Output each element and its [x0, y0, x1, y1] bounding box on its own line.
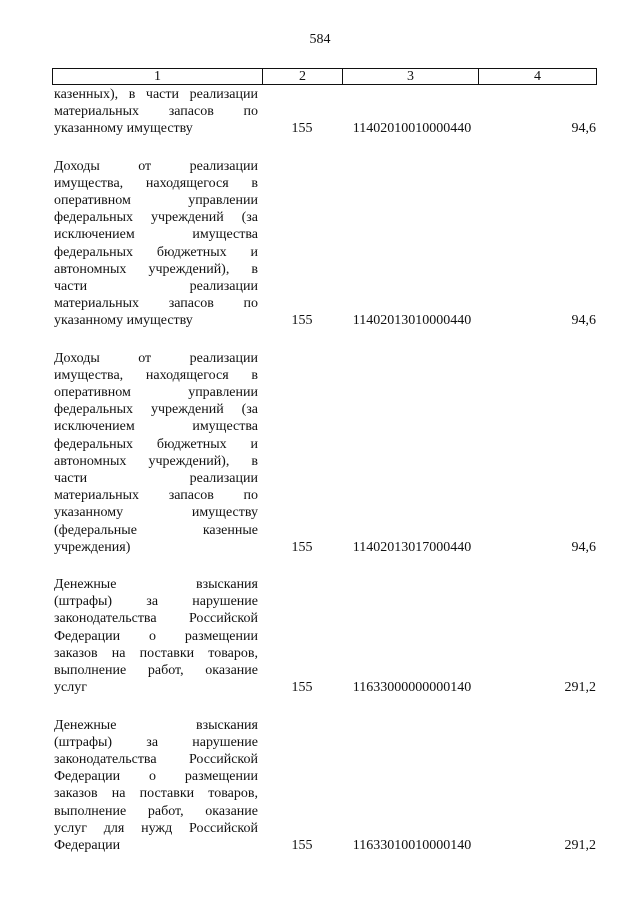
- revenue-name-line: материальных запасов по: [54, 488, 258, 504]
- revenue-name-cell: [54, 576, 260, 696]
- page-number: 584: [309, 32, 331, 47]
- revenue-name-line: Денежные взыскания: [54, 577, 258, 593]
- revenue-name-line: материальных запасов по: [54, 296, 258, 312]
- revenue-name-line: услуг для нужд Российской: [54, 820, 258, 836]
- revenue-name-line: указанному имуществу: [54, 505, 258, 521]
- revenue-name-line: оперативном управлении: [54, 193, 258, 209]
- table-row: [54, 158, 596, 330]
- revenue-code-cell: 11402013010000440: [352, 313, 472, 329]
- table-row: [54, 717, 596, 855]
- table-row: [54, 86, 596, 138]
- revenue-name-line: (штрафы) за нарушение: [54, 594, 258, 610]
- revenue-name-line: имущества, находящегося в: [54, 175, 258, 191]
- revenue-name-cell: [54, 86, 260, 138]
- table-row: [54, 576, 596, 696]
- revenue-name-line: (штрафы) за нарушение: [54, 734, 258, 750]
- row-spacer: [54, 697, 596, 717]
- revenue-name-line: заказов на поставки товаров,: [54, 786, 258, 802]
- revenue-name-line: федеральных бюджетных и: [54, 244, 258, 260]
- amount-cell: 94,6: [571, 313, 596, 329]
- column-header-4: 4: [479, 69, 597, 85]
- revenue-name-line: учреждения): [54, 539, 131, 555]
- revenue-name-line: указанному имуществу: [54, 121, 193, 137]
- admin-code-cell: 155: [291, 539, 313, 555]
- amount-cell: 94,6: [571, 121, 596, 137]
- revenue-name-line: Доходы от реализации: [54, 158, 258, 174]
- revenue-name-line: законодательства Российской: [54, 611, 258, 627]
- revenue-name-line: части реализации: [54, 279, 258, 295]
- revenue-name-line: части реализации: [54, 471, 258, 487]
- revenue-name-line: выполнение работ, оказание: [54, 663, 258, 679]
- row-spacer: [54, 330, 596, 350]
- revenue-name-line: законодательства Российской: [54, 751, 258, 767]
- column-header-2: 2: [263, 69, 343, 85]
- revenue-name-line: федеральных учреждений (за: [54, 402, 258, 418]
- row-spacer: [54, 556, 596, 576]
- revenue-name-line: исключением имущества: [54, 419, 258, 435]
- revenue-name-cell: [54, 158, 260, 330]
- column-header-3: 3: [343, 69, 479, 85]
- admin-code-cell: 155: [291, 837, 313, 853]
- revenue-name-line: исключением имущества: [54, 227, 258, 243]
- column-header-row: [52, 68, 597, 85]
- revenue-name-line: автономных учреждений), в: [54, 453, 258, 469]
- revenue-name-cell: [54, 717, 260, 855]
- revenue-name-line: имущества, находящегося в: [54, 367, 258, 383]
- revenue-name-line: оперативном управлении: [54, 385, 258, 401]
- revenue-name-line: заказов на поставки товаров,: [54, 645, 258, 661]
- revenue-name-line: Федерации: [54, 837, 121, 853]
- admin-code-cell: 155: [291, 121, 313, 137]
- column-header-1: 1: [53, 69, 263, 85]
- revenue-name-line: федеральных бюджетных и: [54, 436, 258, 452]
- revenue-table: [54, 86, 596, 854]
- revenue-name-line: Доходы от реализации: [54, 350, 258, 366]
- revenue-name-line: Денежные взыскания: [54, 717, 258, 733]
- revenue-code-cell: 11402013017000440: [352, 539, 472, 555]
- revenue-code-cell: 11633010010000140: [352, 837, 472, 853]
- amount-cell: 291,2: [564, 837, 596, 853]
- revenue-code-cell: 11633000000000140: [352, 680, 472, 696]
- revenue-name-line: указанному имуществу: [54, 313, 193, 329]
- row-spacer: [54, 138, 596, 158]
- revenue-name-line: материальных запасов по: [54, 104, 258, 120]
- amount-cell: 94,6: [571, 539, 596, 555]
- revenue-name-line: услуг: [54, 680, 87, 696]
- revenue-name-line: федеральных учреждений (за: [54, 210, 258, 226]
- admin-code-cell: 155: [291, 680, 313, 696]
- revenue-name-cell: [54, 350, 260, 556]
- revenue-name-line: (федеральные казенные: [54, 522, 258, 538]
- amount-cell: 291,2: [564, 680, 596, 696]
- revenue-code-cell: 11402010010000440: [352, 121, 472, 137]
- table-row: [54, 350, 596, 556]
- revenue-name-line: автономных учреждений), в: [54, 261, 258, 277]
- revenue-name-line: Федерации о размещении: [54, 628, 258, 644]
- revenue-name-line: казенных), в части реализации: [54, 87, 258, 102]
- revenue-name-line: Федерации о размещении: [54, 769, 258, 785]
- revenue-name-line: выполнение работ, оказание: [54, 803, 258, 819]
- admin-code-cell: 155: [291, 313, 313, 329]
